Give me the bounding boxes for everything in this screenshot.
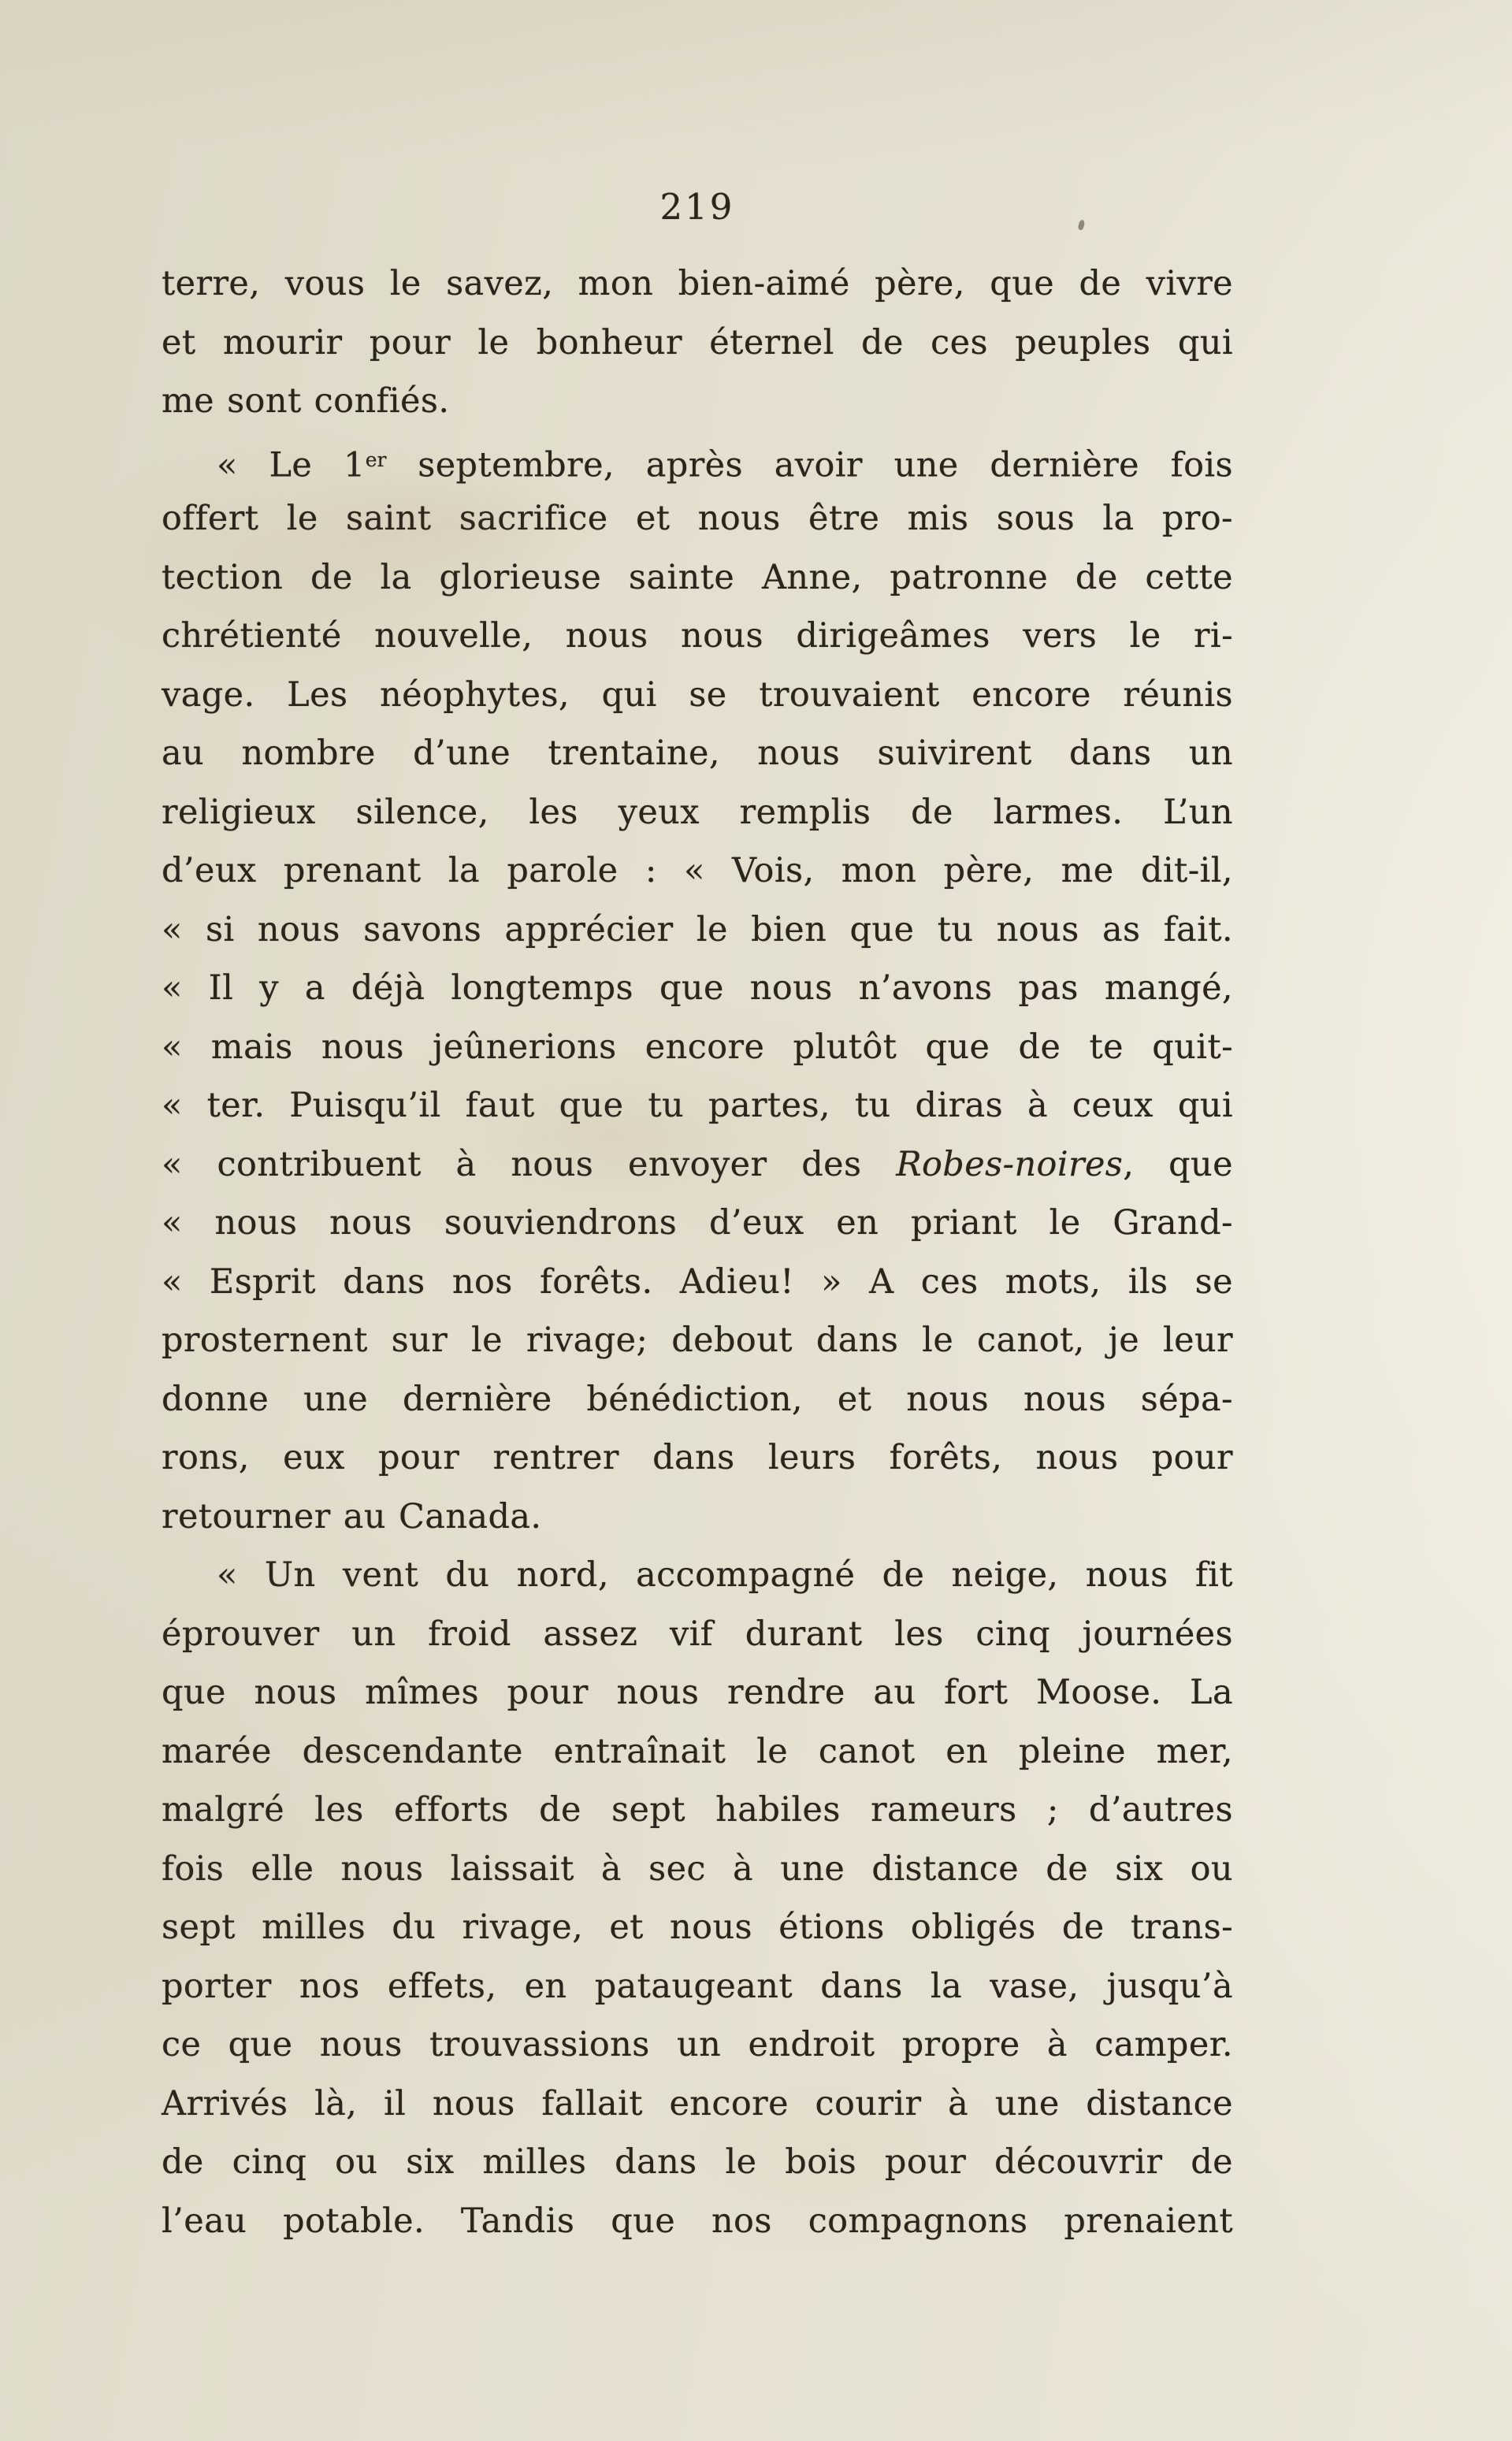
text-line	[162, 1311, 1233, 1370]
body-text: ce que nous trouvassions un endroit propre à camper.	[162, 2025, 1233, 2064]
body-text: « ter. Puisqu’il faut que tu partes, tu diras à ceux qui	[162, 1086, 1233, 1125]
body-text: donne une dernière bénédiction, et nous nous sépa-	[162, 1379, 1233, 1419]
text-line	[162, 666, 1233, 725]
text-line	[162, 2192, 1233, 2251]
text-line	[162, 1253, 1233, 1312]
text-line	[162, 783, 1233, 842]
body-text: , que	[1123, 1144, 1233, 1184]
body-text: « si nous savons apprécier le bien que tu nous as fait.	[162, 909, 1233, 949]
body-text: « contribuent à nous envoyer des	[162, 1144, 897, 1184]
text-line	[162, 1898, 1233, 1957]
page-number: 219	[659, 186, 735, 228]
page-lines	[162, 255, 1233, 2250]
text-line	[162, 1135, 1233, 1194]
text-line	[162, 1840, 1233, 1899]
body-text: tection de la glorieuse sainte Anne, patronne de cette	[162, 557, 1233, 597]
text-line	[162, 1605, 1233, 1664]
body-text: me sont confiés.	[162, 381, 450, 421]
body-text: chrétienté nouvelle, nous nous dirigeâmes vers le ri-	[162, 616, 1233, 656]
text-line	[162, 1722, 1233, 1782]
text-line	[162, 1429, 1233, 1488]
text-line	[162, 1076, 1233, 1135]
body-text: marée descendante entraînait le canot en pleine mer,	[162, 1731, 1233, 1771]
text-line	[162, 2133, 1233, 2192]
body-text: éprouver un froid assez vif durant les cinq journées	[162, 1614, 1233, 1654]
text-line	[162, 607, 1233, 666]
body-text: au nombre d’une trentaine, nous suivirent dans un	[162, 734, 1233, 773]
body-text: malgré les efforts de sept habiles rameurs ; d’autres	[162, 1790, 1233, 1830]
text-line	[162, 489, 1233, 548]
text-line	[162, 724, 1233, 783]
body-text: « Un vent du nord, accompagné de neige, nous fit	[217, 1555, 1233, 1595]
text-line	[162, 1957, 1233, 2016]
text-line	[162, 1546, 1233, 1605]
body-text: religieux silence, les yeux remplis de larmes. L’un	[162, 792, 1233, 832]
body-text: que nous mîmes pour nous rendre au fort Moose. La	[162, 1673, 1233, 1712]
text-line	[162, 314, 1233, 373]
body-text: vage. Les néophytes, qui se trouvaient encore réunis	[162, 674, 1233, 715]
text-line	[162, 842, 1233, 901]
body-text: prosternent sur le rivage; debout dans le canot, je leur	[162, 1321, 1233, 1360]
body-text: et mourir pour le bonheur éternel de ces peuples qui	[162, 322, 1233, 362]
body-text: d’eux prenant la parole : « Vois, mon père, me dit-il,	[162, 851, 1233, 890]
text-line	[162, 1488, 1233, 1547]
body-text: « Le 1	[217, 444, 366, 485]
text-line	[162, 548, 1233, 607]
text-line	[162, 959, 1233, 1018]
body-text: terre, vous le savez, mon bien-aimé père, que de vivre	[162, 264, 1233, 303]
text-line	[162, 1781, 1233, 1840]
text-line	[162, 255, 1233, 314]
text-line	[162, 2016, 1233, 2075]
body-text: « nous nous souviendrons d’eux en priant le Grand-	[162, 1203, 1233, 1243]
text-line	[162, 1018, 1233, 1077]
body-text: septembre, après avoir une dernière fois	[386, 444, 1234, 485]
body-text: retourner au Canada.	[162, 1496, 542, 1536]
body-text: l’eau potable. Tandis que nos compagnons prenaient	[162, 2201, 1233, 2241]
text-line	[162, 2075, 1233, 2134]
text-line	[162, 1194, 1233, 1253]
body-text: « mais nous jeûnerions encore plutôt que de te quit-	[162, 1027, 1233, 1067]
body-text: fois elle nous laissait à sec à une distance de six ou	[162, 1848, 1233, 1889]
superscript-text: er	[365, 448, 387, 471]
body-text: offert le saint sacrifice et nous être mis sous la pro-	[162, 499, 1233, 538]
body-text: sept milles du rivage, et nous étions obligés de trans-	[162, 1908, 1233, 1947]
body-text: rons, eux pour rentrer dans leurs forêts, nous pour	[162, 1438, 1233, 1477]
body-text: de cinq ou six milles dans le bois pour découvrir de	[162, 2142, 1233, 2182]
text-line	[162, 372, 1233, 431]
italic-text: Robes-noires	[896, 1144, 1124, 1184]
body-text: « Esprit dans nos forêts. Adieu! » A ces mots, ils se	[162, 1261, 1233, 1302]
text-line	[162, 901, 1233, 960]
text-line	[162, 1370, 1233, 1429]
text-line	[162, 431, 1233, 490]
text-line	[162, 1663, 1233, 1722]
body-text: « Il y a déjà longtemps que nous n’avons pas mangé,	[162, 968, 1233, 1008]
body-text: Arrivés là, il nous fallait encore courir à une distance	[162, 2083, 1233, 2123]
body-text: porter nos effets, en pataugeant dans la vase, jusqu’à	[162, 1966, 1233, 2006]
